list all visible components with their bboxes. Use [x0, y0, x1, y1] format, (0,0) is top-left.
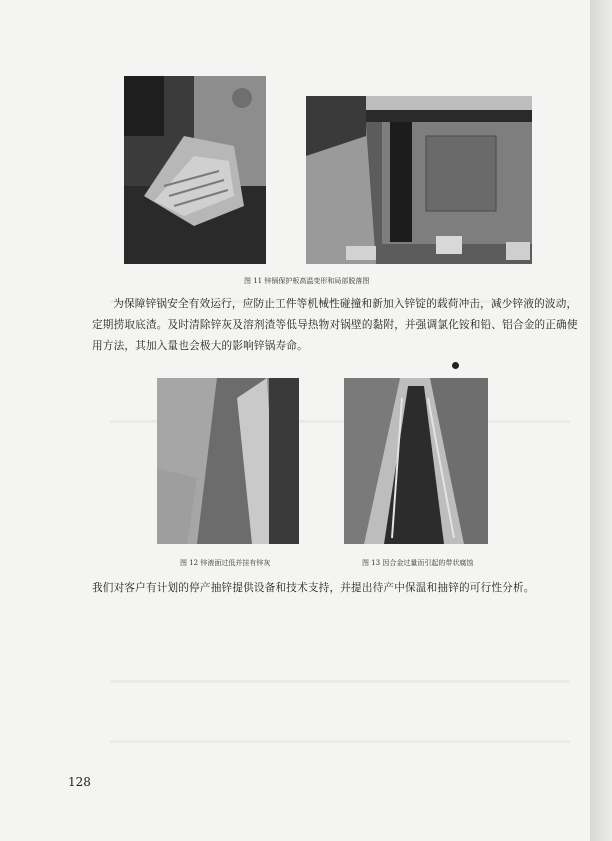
- fig11-right-photo: [306, 96, 532, 264]
- body-paragraph-2: 我们对客户有计划的停产抽锌提供设备和技术支持，并提出待产中保温和抽锌的可行性分析。: [92, 582, 535, 594]
- show-through-mark: [110, 740, 570, 743]
- fig13-photo: [344, 378, 488, 544]
- show-through-mark: [110, 680, 570, 683]
- body-paragraph-1: 为保障锌锅安全有效运行，应防止工件等机械性碰撞和新加入锌锭的载荷冲击，减少锌液的波动，定期捞取底渣。及时清除锌灰及溶剂渣等低导热物对锅壁的黏附，并强调氯化铵和铅、铝合金的正确使用方法，其加入量也会极大的影响锌锅寿命。: [92, 298, 578, 352]
- page-edge-shadow: [590, 0, 612, 841]
- scan-mark: [452, 362, 459, 369]
- fig11-caption: 图 11 锌锅保护板高温变形和局部脱落图: [244, 277, 370, 285]
- fig12-photo: [157, 378, 299, 544]
- fig11-left-photo: [124, 76, 266, 264]
- fig12-caption: 图 12 锌液面过低并挂有锌灰: [180, 559, 271, 567]
- fig13-caption: 图 13 因合金过量而引起的带状腐蚀: [362, 559, 474, 567]
- page-number: 128: [68, 775, 91, 789]
